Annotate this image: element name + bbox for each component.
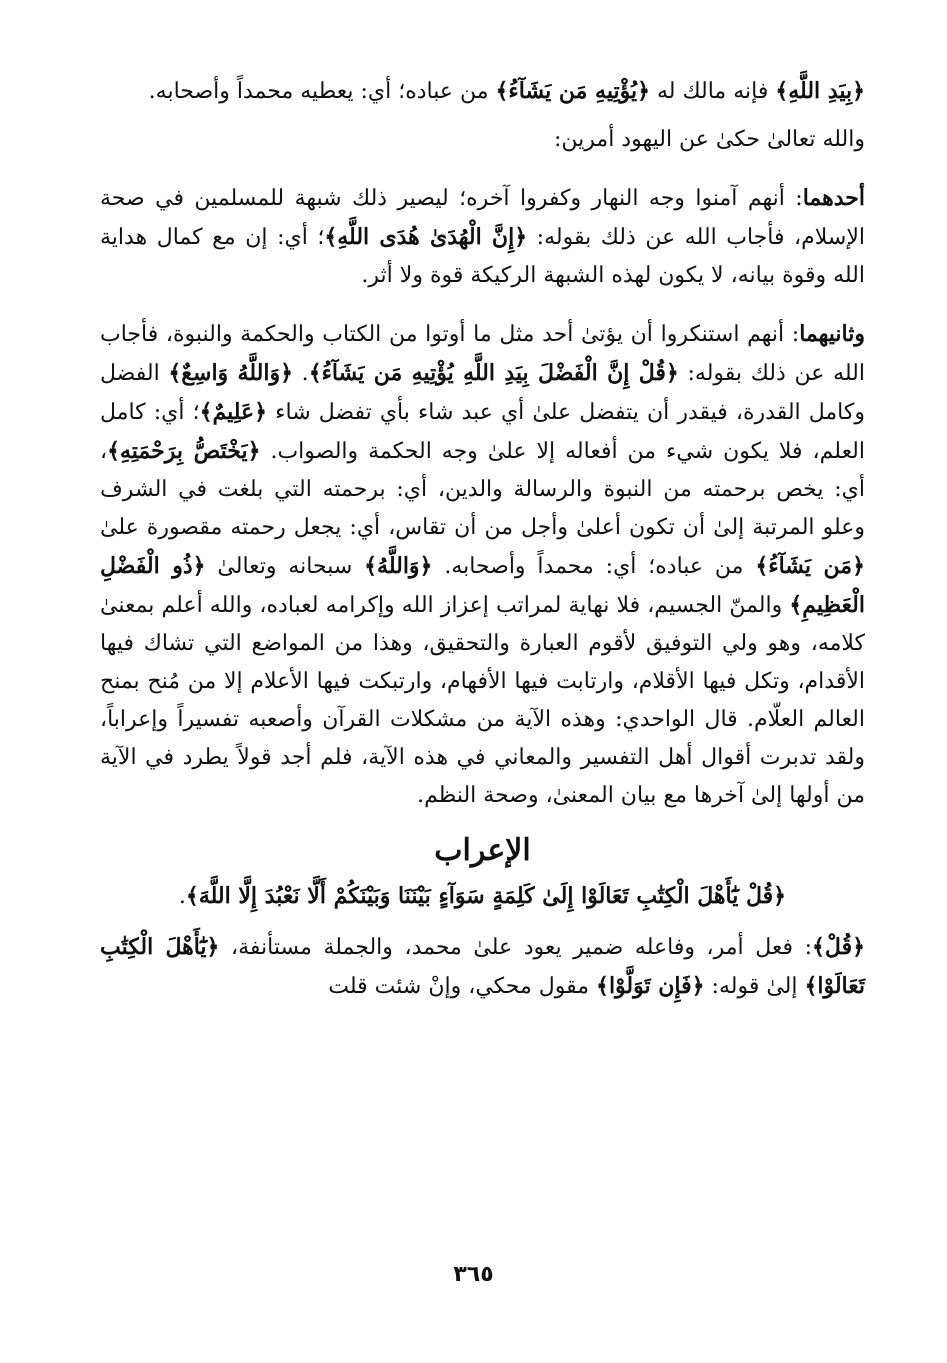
paragraph-text: .	[178, 884, 186, 909]
paragraph-text: ؛ أي: إن مع كمال هداية الله وقوة بيانه، لا يكون لهذه الشبهة الركيكة قوة ولا أثر.	[100, 225, 865, 288]
quran-quote: ﴿ذُو الْفَضْلِ الْعَظِيمِ﴾	[100, 553, 865, 618]
paragraph-text: ؛ أي: كامل العلم، فلا يكون شيء من أفعاله إلا علىٰ وجه الحكمة والصواب.	[100, 400, 865, 464]
aya-line	[100, 877, 865, 916]
paragraph-1	[100, 72, 865, 111]
paragraph-text: من عباده؛ أي: محمداً وأصحابه.	[432, 554, 756, 579]
quran-quote: ﴿يَخْتَصُّ بِرَحْمَتِهِ﴾	[107, 438, 261, 464]
quran-quote: ﴿قُلْ يَٰٓأَهْلَ الْكِتَٰبِ تَعَالَوْا إِلَىٰ كَلِمَةٍ سَوَآءٍ بَيْنَنَا وَبَيْنَكُمْ أَلَّا نَعْبُدَ إِلَّا اللَّهَ﴾	[185, 883, 787, 909]
page-number: ٣٦٥	[453, 1262, 494, 1287]
paragraph-text: : أنهم آمنوا وجه النهار وكفروا آخره؛ ليصير ذلك شبهة للمسلمين في صحة الإسلام، فأجاب الله عن ذلك بقوله:	[100, 186, 865, 250]
paragraph-text: سبحانه وتعالىٰ	[205, 554, 365, 579]
paragraph-text: فإنه مالك له	[650, 79, 776, 104]
quran-quote: ﴿يَٰٓأَهْلَ الْكِتَٰبِ تَعَالَوْا﴾	[100, 934, 865, 999]
paragraph-5	[100, 928, 865, 1006]
paragraph-label: وثانيهما	[799, 321, 865, 347]
quran-quote: ﴿يُؤْتِيهِ مَن يَشَآءُ﴾	[495, 78, 650, 104]
paragraph-4	[100, 315, 865, 815]
quran-quote: ﴿إِنَّ الْهُدَىٰ هُدَى اللَّهِ﴾	[324, 224, 528, 250]
paragraph-text: والله تعالىٰ حكىٰ عن اليهود أمرين:	[554, 127, 865, 152]
paragraph-text: : أنهم استنكروا أن يؤتىٰ أحد مثل ما أوتوا من الكتاب والحكمة والنبوة، فأجاب الله عن ذلك بقوله:	[100, 322, 865, 386]
quran-quote: ﴿وَاللَّهُ﴾	[364, 553, 433, 579]
quran-quote: ﴿فَإِن تَوَلَّوْا﴾	[596, 973, 705, 999]
quran-quote: ﴿قُلْ﴾	[812, 934, 865, 960]
quran-quote: ﴿وَاللَّهُ وَاسِعٌ﴾	[168, 360, 293, 386]
paragraph-text: الفضل وكامل القدرة، فيقدر أن يتفضل علىٰ أي عبد شاء بأي تفضل شاء	[100, 361, 865, 425]
paragraph-text: .	[292, 361, 309, 386]
paragraph-2	[100, 121, 865, 159]
section-heading: الإعراب	[434, 833, 531, 868]
paragraph-text: إلىٰ قوله:	[704, 974, 805, 999]
paragraph-text: ، أي: يخص برحمته من النبوة والرسالة والدين، أي: برحمته التي بلغت في الشرف وعلو المرتبة إلىٰ أن تكون أعلىٰ وأجل من أن تقاس، أي: يجعل رحمته مقصورة علىٰ	[100, 439, 865, 540]
paragraph-label: أحدهما	[802, 185, 865, 211]
quran-quote: ﴿مَن يَشَآءُ﴾	[755, 553, 865, 579]
paragraph-3	[100, 179, 865, 295]
paragraph-text: من عباده؛ أي: يعطيه محمداً وأصحابه.	[148, 79, 496, 104]
paragraph-text: : فعل أمر، وفاعله ضمير يعود علىٰ محمد، والجملة مستأنفة،	[219, 935, 813, 960]
page-body	[100, 72, 865, 1016]
quran-quote: ﴿عَلِيمٌ﴾	[199, 399, 268, 425]
paragraph-text: والمنّ الجسيم، فلا نهاية لمراتب إعزاز الله وإكرامه لعباده، والله أعلم بمعنىٰ كلامه، وهو ولي التوفيق لأقوم العبارة والتحقيق، وهذا من المواضع التي تشاك فيها الأقدام، وتكل فيها الأقلام، وارتابت فيها الأفهام، وارتبكت فيها الأعلام إلا من مُنح بمنح العالم العلّام. قال الواحدي: وهذه الآية من مشكلات القرآن وأصعبه تفسيراً وإعراباً، ولقد تدبرت أقوال أهل التفسير والمعاني في هذه الآية، فلم أجد قولاً يطرد في الآية من أولها إلىٰ آخرها مع بيان المعنىٰ، وصحة النظم.	[100, 593, 865, 808]
quran-quote: ﴿قُلْ إِنَّ الْفَضْلَ بِيَدِ اللَّهِ يُؤْتِيهِ مَن يَشَآءُ﴾	[308, 360, 679, 386]
paragraph-text: مقول محكي، وإنْ شئت قلت	[328, 974, 597, 999]
quran-quote: ﴿بِيَدِ اللَّهِ﴾	[775, 78, 865, 104]
